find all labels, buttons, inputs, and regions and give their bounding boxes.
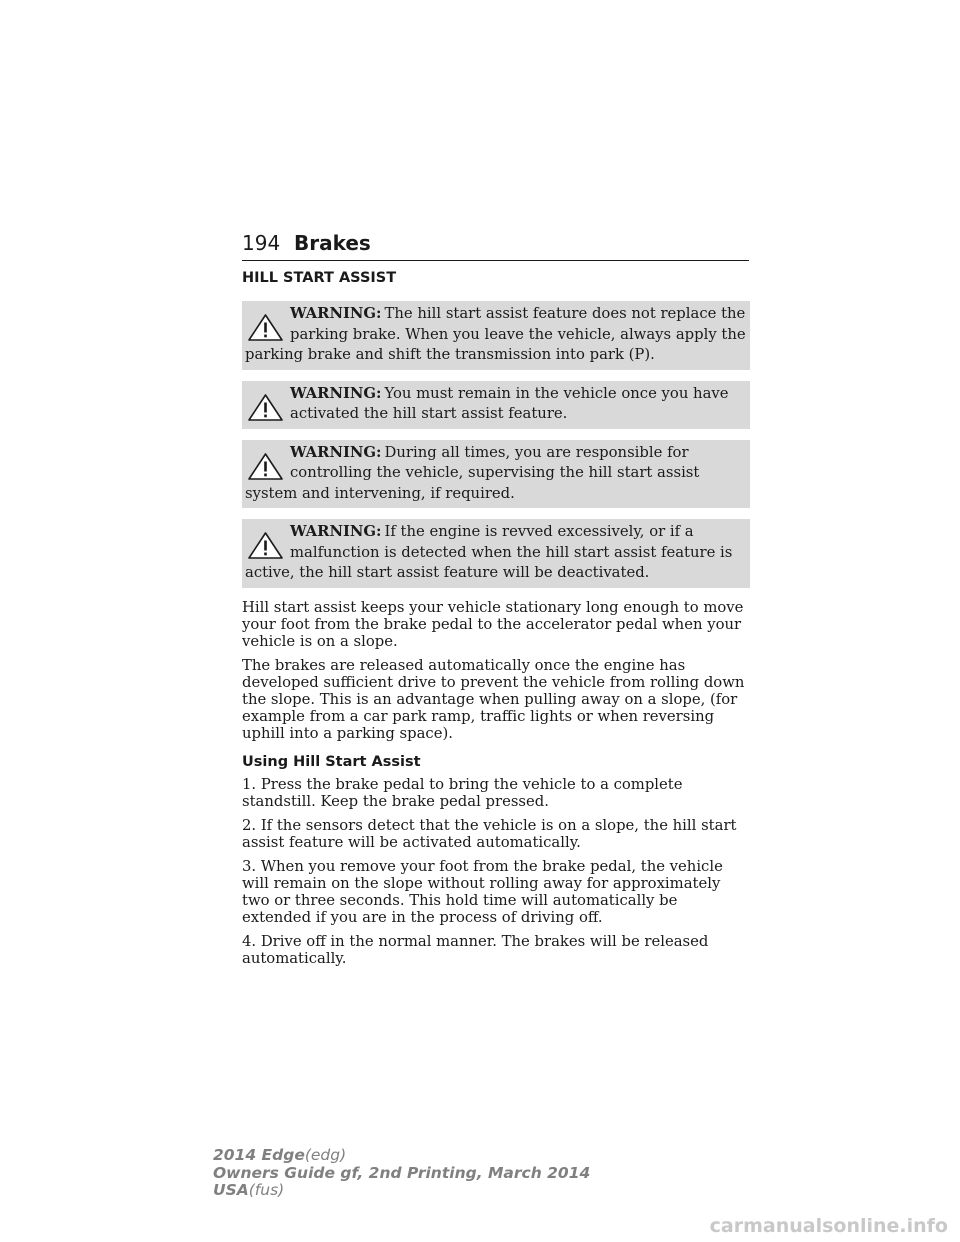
warning-label: WARNING: <box>290 443 382 461</box>
watermark: carmanualsonline.info <box>709 1215 948 1237</box>
warning-label: WARNING: <box>290 305 382 322</box>
page-header <box>242 230 749 261</box>
page-content <box>242 268 750 974</box>
warning-box <box>242 381 750 429</box>
warning-triangle-icon <box>247 393 284 422</box>
footer-market-line <box>213 1182 590 1200</box>
body-paragraph: The brakes are released automatically once the engine has developed sufficient drive to prevent the vehicle from rolling down the slope. This is an advantage when pulling away on a slope, (for example from a car park ramp, traffic lights or when reversing uphill into a parking space). <box>242 656 745 742</box>
page-number: 194 <box>242 231 281 255</box>
warning-label: WARNING: <box>290 384 382 402</box>
footer-guide: Owners Guide gf, 2nd Printing, March 2014 <box>213 1163 591 1182</box>
section-title: HILL START ASSIST <box>242 270 397 286</box>
step-item: 4. Drive off in the normal manner. The brakes will be released automatically. <box>242 932 709 967</box>
warning-box <box>242 301 750 370</box>
body-paragraph: Hill start assist keeps your vehicle stationary long enough to move your foot from the brake pedal to the accelerator pedal when your vehicle is on a slope. <box>242 598 744 650</box>
warning-triangle-icon <box>247 313 284 342</box>
footer-market-code: (fus) <box>248 1181 285 1199</box>
footer-model-code: (edg) <box>304 1146 347 1164</box>
page-footer <box>213 1147 590 1200</box>
subsection-title: Using Hill Start Assist <box>242 753 421 770</box>
warning-label: WARNING: <box>290 523 382 540</box>
warning-box <box>242 519 750 588</box>
warning-text: The hill start assist feature does not replace the parking brake. When you leave the vehicle, always apply the parking brake and shift the transmission into park (P). <box>245 305 746 363</box>
step-item: 3. When you remove your foot from the brake pedal, the vehicle will remain on the slope without rolling away for approximately two or three seconds. This hold time will automatically be extended if you are in the process of driving off. <box>242 857 723 926</box>
warning-text: During all times, you are responsible for controlling the vehicle, supervising the hill start assist system and intervening, if required. <box>245 443 700 502</box>
footer-model-line <box>213 1147 590 1165</box>
warning-text: If the engine is revved excessively, or if a malfunction is detected when the hill start assist feature is active, the hill start assist feature will be deactivated. <box>245 523 733 581</box>
step-item: 2. If the sensors detect that the vehicle is on a slope, the hill start assist feature will be activated automatically. <box>242 816 737 851</box>
warning-text: You must remain in the vehicle once you have activated the hill start assist feature. <box>290 384 729 422</box>
chapter-title: Brakes <box>294 231 371 255</box>
footer-market: USA <box>213 1181 249 1199</box>
step-item: 1. Press the brake pedal to bring the vehicle to a complete standstill. Keep the brake pedal pressed. <box>242 775 683 810</box>
warning-box <box>242 440 750 509</box>
warning-triangle-icon <box>247 531 284 560</box>
warning-triangle-icon <box>247 452 284 481</box>
footer-model: 2014 Edge <box>213 1146 305 1164</box>
